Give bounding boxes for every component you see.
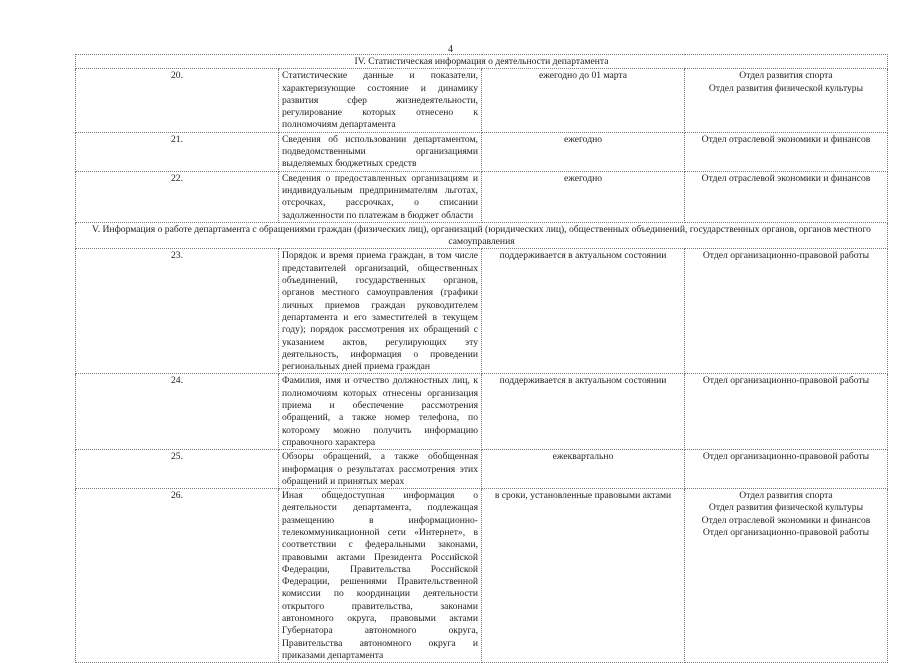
page-number: 4 xyxy=(448,44,453,55)
information-table xyxy=(75,54,888,663)
row-responsible xyxy=(685,132,888,171)
responsible-unit: Отдел развития спорта xyxy=(739,70,833,82)
responsible-unit: Отдел развития физической культуры xyxy=(708,82,864,94)
responsible-unit: Отдел организационно-правовой работы xyxy=(702,526,870,538)
table-row xyxy=(76,489,888,663)
table-row xyxy=(76,69,888,132)
section-title: V. Информация о работе департамента с обращениями граждан (физических лиц), организаций (юридических лиц), общественных объединений, государственных органов, органов местного самоуправления xyxy=(76,222,888,249)
row-number: 23. xyxy=(76,249,279,374)
row-period: ежегодно до 01 марта xyxy=(482,69,685,132)
row-description: Сведения о предоставленных организациям и индивидуальным предпринимателям льготах, отсрочках, рассрочках, о списании задолженности по платежам в бюджет области xyxy=(279,171,482,222)
row-number: 22. xyxy=(76,171,279,222)
table-row xyxy=(76,450,888,489)
row-responsible xyxy=(685,171,888,222)
responsible-unit: Отдел развития спорта xyxy=(739,490,833,502)
row-number: 20. xyxy=(76,69,279,132)
row-description: Порядок и время приема граждан, в том числе представителей организаций, общественных объединений, государственных органов, органов местного самоуправления (графики личных приемов граждан руководителем департамента и его заместителей в текущем году); порядок рассмотрения их обращений с указанием актов, регулирующих эту деятельность, информация о проведении региональных дней приема граждан xyxy=(279,249,482,374)
row-period: поддерживается в актуальном состоянии xyxy=(482,374,685,450)
row-responsible xyxy=(685,489,888,663)
table-row xyxy=(76,374,888,450)
row-number: 25. xyxy=(76,450,279,489)
row-responsible xyxy=(685,374,888,450)
row-number: 26. xyxy=(76,489,279,663)
row-description: Сведения об использовании департаментом, подведомственными организациями выделяемых бюджетных средств xyxy=(279,132,482,171)
responsible-unit: Отдел организационно-правовой работы xyxy=(702,375,870,387)
responsible-unit: Отдел отраслевой экономики и финансов xyxy=(701,172,871,184)
section-header-row xyxy=(76,55,888,69)
responsible-unit: Отдел отраслевой экономики и финансов xyxy=(701,514,871,526)
section-header-row xyxy=(76,222,888,249)
row-responsible xyxy=(685,249,888,374)
table-row xyxy=(76,249,888,374)
row-number: 21. xyxy=(76,132,279,171)
table-row xyxy=(76,132,888,171)
row-responsible xyxy=(685,450,888,489)
row-period: в сроки, установленные правовыми актами xyxy=(482,489,685,663)
row-responsible xyxy=(685,69,888,132)
responsible-unit: Отдел организационно-правовой работы xyxy=(702,250,870,262)
row-description: Фамилия, имя и отчество должностных лиц, к полномочиям которых отнесены организация приема и обеспечение рассмотрения обращений, а также номер телефона, по которому можно получить информацию справочного характера xyxy=(279,374,482,450)
row-description: Статистические данные и показатели, характеризующие состояние и динамику развития сфер жизнедеятельности, регулирование которых отнесено к полномочиям департамента xyxy=(279,69,482,132)
row-description: Иная общедоступная информация о деятельности департамента, подлежащая размещению в информационно-телекоммуникационной сети «Интернет», в соответствии с федеральными законами, правовыми актами Президента Российской Федерации, Правительства Российской Федерации, решениями Правительственной комиссии по координации деятельности открытого правительства, законами автономного округа, правовыми актами Губернатора автономного округа, Правительства автономного округа и приказами департамента xyxy=(279,489,482,663)
row-number: 24. xyxy=(76,374,279,450)
table-row xyxy=(76,171,888,222)
section-title: IV. Статистическая информация о деятельности департамента xyxy=(76,55,888,69)
row-period: ежегодно xyxy=(482,171,685,222)
responsible-unit: Отдел организационно-правовой работы xyxy=(702,451,870,463)
row-period: поддерживается в актуальном состоянии xyxy=(482,249,685,374)
responsible-unit: Отдел отраслевой экономики и финансов xyxy=(701,133,871,145)
row-period: ежеквартально xyxy=(482,450,685,489)
row-description: Обзоры обращений, а также обобщенная информация о результатах рассмотрения этих обращений и принятых мерах xyxy=(279,450,482,489)
row-period: ежегодно xyxy=(482,132,685,171)
responsible-unit: Отдел развития физической культуры xyxy=(708,502,864,514)
